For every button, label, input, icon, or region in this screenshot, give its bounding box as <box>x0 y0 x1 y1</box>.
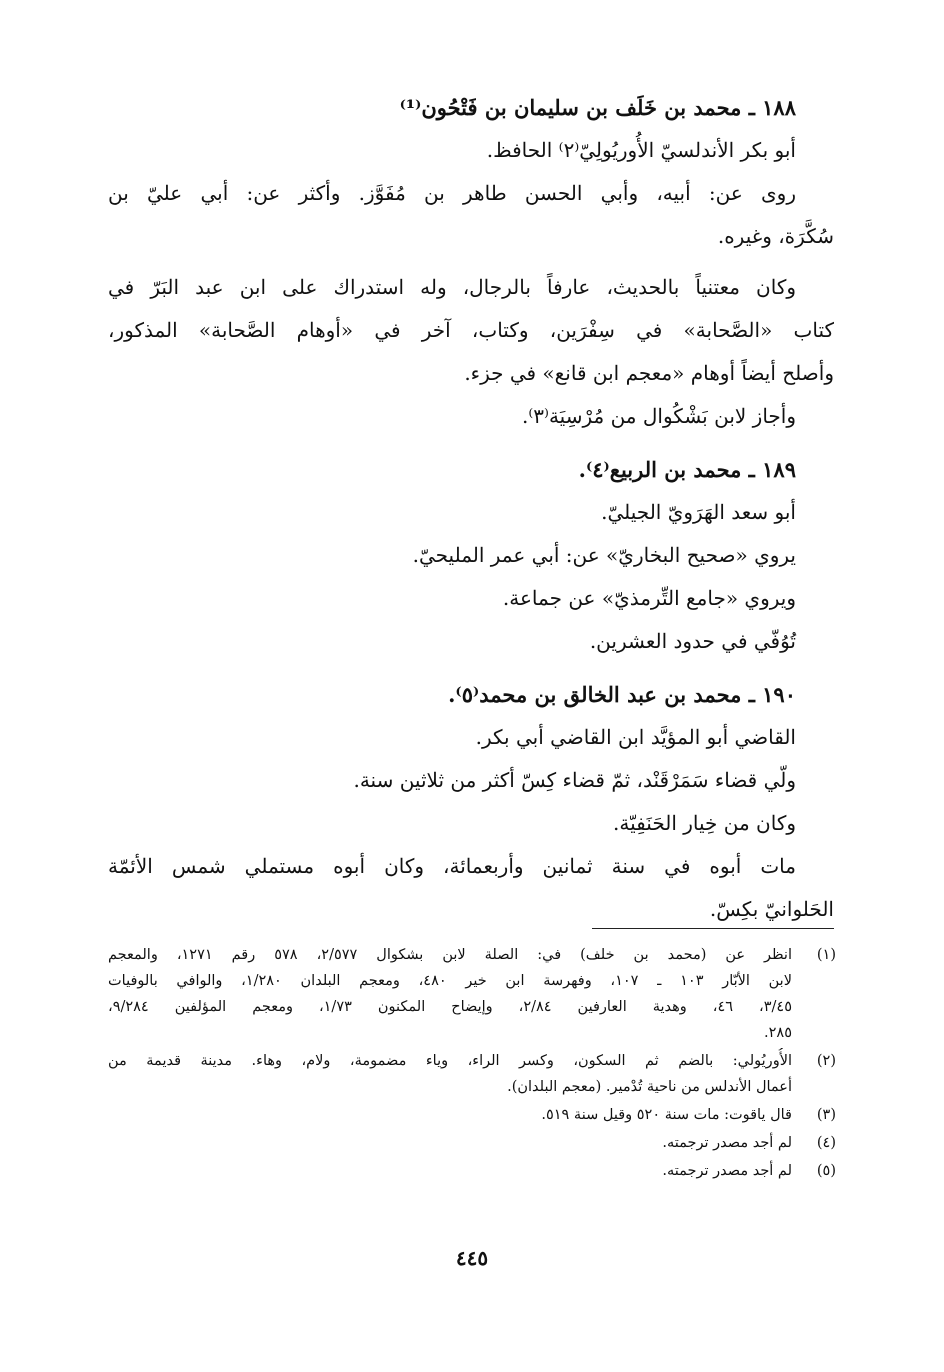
text-line: كتاب «الصَّحابة» في سِفْرَين، وكتاب، آخر في «أوهام الصَّحابة» المذكور، <box>108 318 834 342</box>
text-line: وكان معتنياً بالحديث، عارفاً بالرجال، وله استدراك على ابن عبد البَرّ في <box>108 275 796 299</box>
footnote-3 <box>108 1102 836 1128</box>
entry-title: ١٨٨ ـ محمد بن خَلَف بن سليمان بن فَتْحُون⁽¹⁾ <box>399 95 796 120</box>
text-line: يروي «صحيح البخاريّ» عن: أبي عمر المليحيّ. <box>412 543 796 567</box>
text-line: وأجاز لابن بَشْكُوال من مُرْسِيَة⁽٣⁾. <box>522 404 796 428</box>
footnote-1 <box>108 942 836 1046</box>
entry-title: ١٨٩ ـ محمد بن الربيع⁽٤⁾. <box>578 457 796 482</box>
text-line: ويروي «جامع التِّرمذيّ» عن جماعة. <box>502 586 796 610</box>
footnote-line: لابن الأبّار ١٠٣ ـ ١٠٧، وفهرسة ابن خير ٤٨٠، ومعجم البلدان ١/٢٨٠، والوافي بالوفيات <box>108 973 792 989</box>
main-text <box>108 86 834 941</box>
text-line: الحَلوانيّ بكِسّ. <box>709 897 834 921</box>
footnote-text <box>108 1158 792 1184</box>
text-line: أبو بكر الأندلسيّ الأُوريُولِيّ⁽٢⁾ الحافظ. <box>486 138 796 162</box>
entry-title: ١٩٠ ـ محمد بن عبد الخالق بن محمد⁽٥⁾. <box>448 682 796 707</box>
text-line: أبو سعد الهَرَويّ الجيليّ. <box>601 500 796 524</box>
entry-189 <box>108 448 834 663</box>
footnote-separator <box>592 928 834 929</box>
footnote-2 <box>108 1048 836 1100</box>
page-number: ٤٤٥ <box>455 1246 489 1270</box>
entry-190 <box>108 673 834 931</box>
footnote-line: ٢٨٥. <box>764 1025 792 1041</box>
footnote-line: لم أجد مصدر ترجمته. <box>662 1163 792 1179</box>
footnote-number: (٥) <box>816 1163 836 1179</box>
footnote-line: ٣/٤٥، ٤٦، وهدية العارفين ٢/٨٤، وإيضاح المكنون ١/٧٣، ومعجم المؤلفين ٩/٢٨٤، <box>108 999 792 1015</box>
footnote-text <box>108 942 792 1046</box>
text-line: القاضي أبو المؤيَّد ابن القاضي أبي بكر. <box>475 725 796 749</box>
text-line: وأصلح أيضاً أوهام «معجم ابن قانع» في جزء. <box>464 361 834 385</box>
footnote-line: انظر عن (محمد بن خلف) في: الصلة لابن بشكوال ٢/٥٧٧، ٥٧٨ رقم ١٢٧١، والمعجم <box>108 947 792 963</box>
text-line: ولّي قضاء سَمَرْقَنْد، ثمّ قضاء كِسّ أكثر من ثلاثين سنة. <box>353 768 796 792</box>
footnote-number: (٣) <box>816 1107 836 1123</box>
footnote-line: قال ياقوت: مات سنة ٥٢٠ وقيل سنة ٥١٩. <box>541 1107 792 1123</box>
footnote-text <box>108 1102 792 1128</box>
text-line: سُكَّرَة، وغيره. <box>717 224 834 248</box>
footnote-line: أعمال الأندلس من ناحية تُدْمير. (معجم البلدان). <box>507 1079 792 1095</box>
footnote-text <box>108 1048 792 1100</box>
footnote-line: الأُوريُولي: بالضم ثم السكون، وكسر الراء، وياء مضمومة، ولام، وهاء. مدينة قديمة من <box>108 1053 792 1069</box>
text-line: مات أبوه في سنة ثمانين وأربعمائة، وكان أبوه مستملي شمس الأئمّة <box>108 854 796 878</box>
footnotes <box>108 942 836 1186</box>
footnote-number: (٤) <box>816 1135 836 1151</box>
text-line: روى عن: أبيه، وأبي الحسن طاهر بن مُفَوَّز. وأكثر عن: أبي عليّ بن <box>108 181 796 205</box>
footnote-text <box>108 1130 792 1156</box>
text-line: وكان من خِيار الحَنَفِيّة. <box>613 811 796 835</box>
footnote-number: (١) <box>816 947 836 963</box>
footnote-number: (٢) <box>816 1053 836 1069</box>
footnote-4 <box>108 1130 836 1156</box>
text-line: تُوُفّي في حدود العشرين. <box>589 629 796 653</box>
footnote-line: لم أجد مصدر ترجمته. <box>662 1135 792 1151</box>
entry-188 <box>108 86 834 438</box>
footnote-5 <box>108 1158 836 1184</box>
